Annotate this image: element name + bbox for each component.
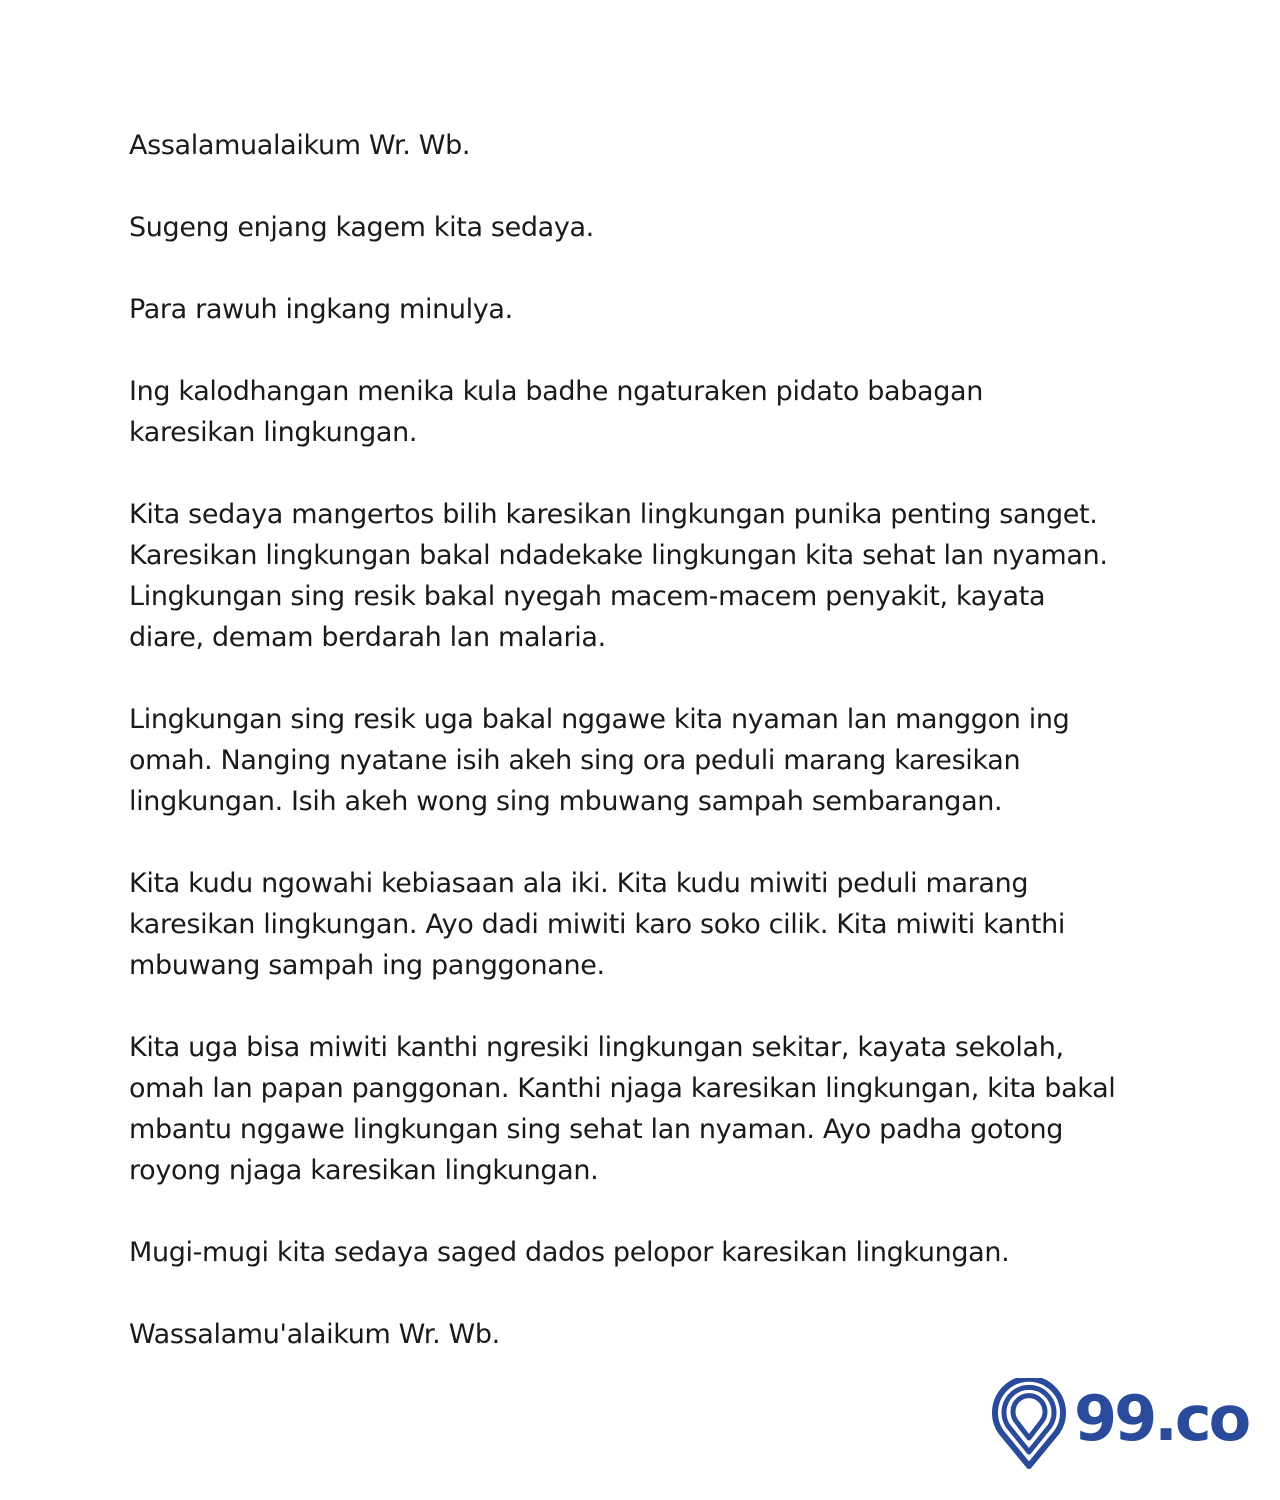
brand-logo <box>992 1378 1249 1472</box>
paragraph-hope: Mugi-mugi kita sedaya saged dados pelopor karesikan lingkungan. <box>129 1237 1010 1268</box>
greeting-opening: Assalamualaikum Wr. Wb. <box>129 130 471 161</box>
paragraph-action: Kita uga bisa miwiti kanthi ngresiki lingkungan sekitar, kayata sekolah, omah lan papan panggonan. Kanthi njaga karesikan lingkungan, kita bakal mbantu nggawe lingkungan sing sehat lan nyaman. Ayo padha gotong royong njaga karesikan lingkungan. <box>129 1032 1116 1186</box>
brand-wordmark: 99.co <box>1074 1382 1249 1455</box>
speech-text <box>129 125 1189 1396</box>
paragraph-habit: Kita kudu ngowahi kebiasaan ala iki. Kita kudu miwiti peduli marang karesikan lingkungan. Ayo dadi miwiti karo soko cilik. Kita miwiti kanthi mbuwang sampah ing panggonane. <box>129 868 1065 981</box>
greeting-audience: Para rawuh ingkang minulya. <box>129 294 513 325</box>
location-pin-icon <box>992 1378 1066 1472</box>
paragraph-problem: Lingkungan sing resik uga bakal nggawe kita nyaman lan manggon ing omah. Nanging nyatane isih akeh sing ora peduli marang karesikan lingkungan. Isih akeh wong sing mbuwang sampah sembarangan. <box>129 704 1070 817</box>
greeting-morning: Sugeng enjang kagem kita sedaya. <box>129 212 594 243</box>
paragraph-intro: Ing kalodhangan menika kula badhe ngaturaken pidato babagan karesikan lingkungan. <box>129 376 983 448</box>
greeting-closing: Wassalamu'alaikum Wr. Wb. <box>129 1319 500 1350</box>
paragraph-importance: Kita sedaya mangertos bilih karesikan lingkungan punika penting sanget. Karesikan lingkungan bakal ndadekake lingkungan kita sehat lan nyaman. Lingkungan sing resik bakal nyegah macem-macem penyakit, kayata diare, demam berdarah lan malaria. <box>129 499 1108 653</box>
